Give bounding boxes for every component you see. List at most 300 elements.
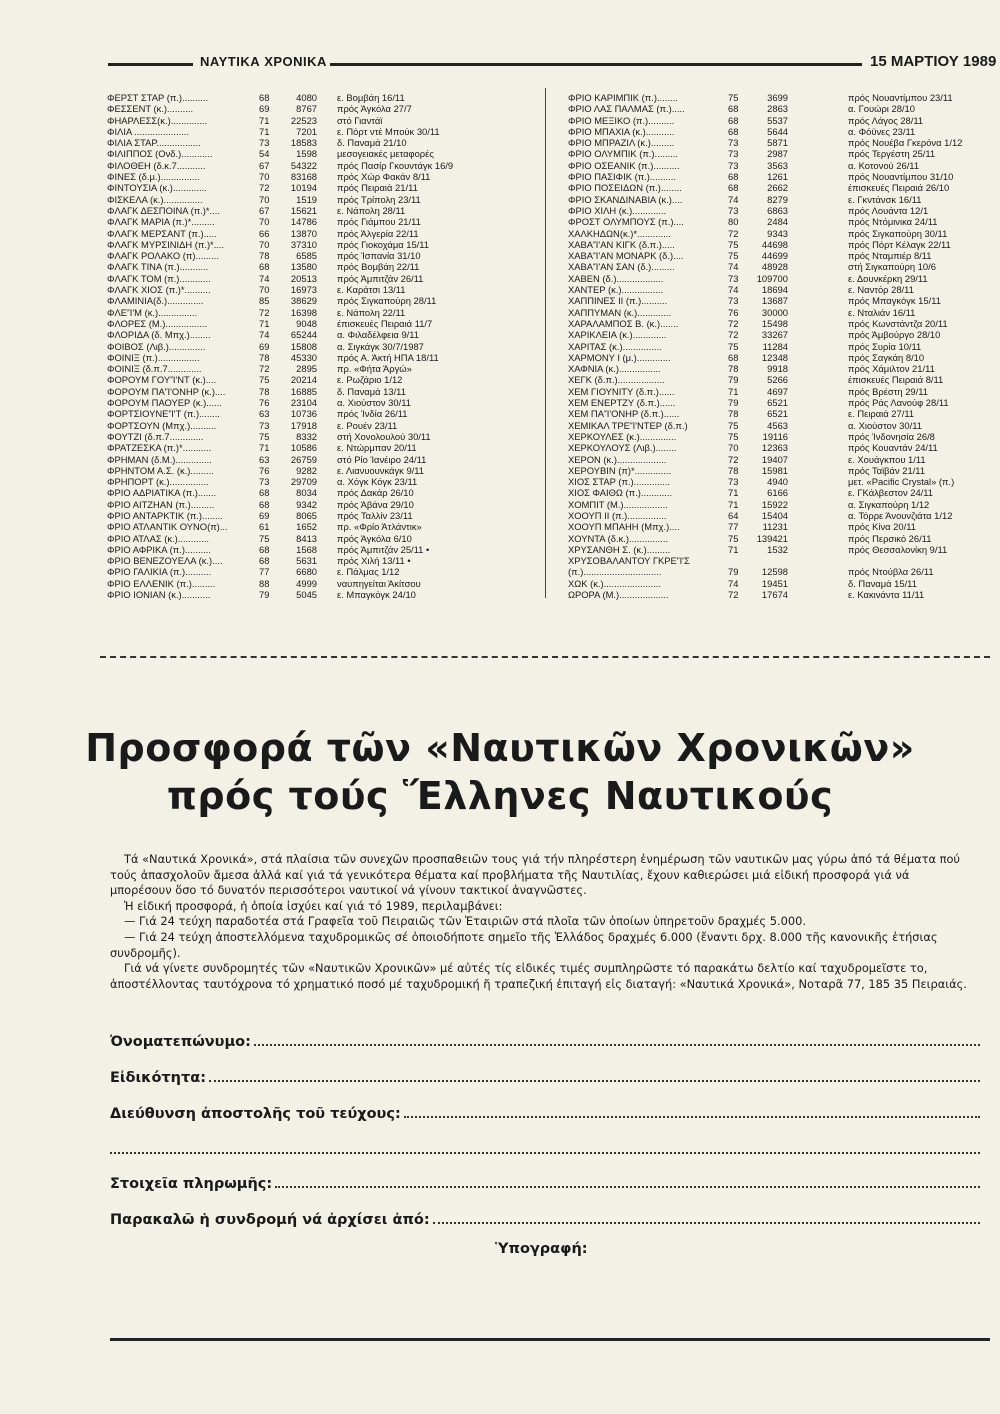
- ship-name: ΦΡΙΟ ΑΙΤΖΗΑΝ (π.).........: [107, 498, 215, 510]
- ship-year: 72: [728, 453, 739, 465]
- ship-row: [568, 216, 1000, 227]
- ship-tonnage: 5631: [296, 555, 317, 567]
- ship-tonnage: 23104: [290, 397, 317, 409]
- ship-name: ΦΗΑΡΛΕΣΣ(κ.)..............: [107, 114, 208, 126]
- ship-position: ε. ΓΚάλβεστον 24/11: [848, 487, 933, 499]
- name-label: Ὀνοματεπώνυμο:: [110, 1034, 251, 1050]
- offer-headline-line2: πρός τούς Ἕλληνες Ναυτικούς: [166, 774, 834, 818]
- ship-row: [107, 487, 532, 498]
- ship-position: α. Κοτονού 26/11: [848, 159, 920, 171]
- ship-name: ΦΡΙΟ ΙΟΝΙΑΝ (κ.)...........: [107, 589, 211, 601]
- ship-row: [568, 386, 1000, 397]
- ship-year: 70: [728, 442, 739, 454]
- ship-position: πρός Χιλή 13/11 •: [337, 555, 411, 567]
- ship-name: ΧΑΡΑΛΑΜΠΟΣ Β. (κ.).......: [568, 317, 679, 329]
- ship-year: 78: [728, 408, 739, 420]
- header-rule-left: [108, 63, 193, 66]
- ship-position: πρός Μπαγκόγκ 15/11: [848, 295, 941, 307]
- ship-position: πρός Α. Άκτή ΗΠΑ 18/11: [337, 351, 439, 363]
- ship-name: ΧΑΒΕΝ (δ.)..................: [568, 272, 664, 284]
- ship-year: 72: [728, 227, 739, 239]
- ship-row: [107, 499, 532, 510]
- ship-row: [107, 250, 532, 261]
- ship-tonnage: 19451: [761, 577, 788, 589]
- ship-name: ΧΕΜ ΕΝΕΡΤΖΥ (δ.π.)......: [568, 397, 676, 409]
- ship-tonnage: 5266: [767, 374, 788, 386]
- ship-row: [107, 171, 532, 182]
- ship-name: ΦΡΙΟ ΜΕΞΙΚΟ (π.)..........: [568, 114, 675, 126]
- ship-year: 75: [259, 430, 270, 442]
- ship-position: πρός Πασίρ Γκουντάγκ 16/9: [337, 159, 454, 171]
- ship-position: ναυπηγείται Άκίτσου: [337, 577, 421, 589]
- ship-name: ΦΡΗΠΟΡΤ (κ.)...............: [107, 476, 209, 488]
- ship-position: πρός Άμβούργο 28/10: [848, 329, 941, 341]
- ship-year: 75: [259, 532, 270, 544]
- ship-row: [568, 261, 1000, 272]
- footer-rule: [110, 1338, 990, 1341]
- ship-name: ΦΡΗΝΤΟΜ Α.Σ. (κ.).........: [107, 464, 214, 476]
- ship-name: ΧΕΜ ΠΑ'Ί'ΟΝΗΡ (δ.π.)......: [568, 408, 680, 420]
- ship-row: [568, 341, 1000, 352]
- ship-year: 72: [728, 589, 739, 601]
- ship-tonnage: 9342: [296, 498, 317, 510]
- ship-tonnage: 5644: [767, 125, 788, 137]
- ship-year: 69: [259, 340, 270, 352]
- ship-year: 68: [728, 125, 739, 137]
- ship-row: [107, 273, 532, 284]
- ship-year: 71: [728, 543, 739, 555]
- ship-tonnage: 16973: [290, 284, 317, 296]
- ship-position: πρός Νταμπιέρ 8/11: [848, 250, 932, 262]
- ship-name: ΧΕΡΟΝ (κ.)...................: [568, 453, 667, 465]
- ship-row: [568, 239, 1000, 250]
- ship-tonnage: 4080: [296, 92, 317, 103]
- ship-position: α. Χιούστον 30/11: [337, 397, 411, 409]
- ship-year: 71: [259, 317, 270, 329]
- address-label: Διεύθυνση ἀποστολῆς τοῦ τεύχους:: [110, 1106, 401, 1122]
- ship-position: πρός Ταϊβάν 21/11: [848, 464, 926, 476]
- ship-name: ΦΡΙΟ ΑΝΤΑΡΚΤΙΚ (π.)........: [107, 509, 223, 521]
- ship-tonnage: 12348: [761, 351, 788, 363]
- ship-name: ΦΛΑΓΚ ΜΥΡΣΙΝΙΔΗ (π.)*....: [107, 238, 225, 250]
- ship-name: ΦΟΡΤΣΟΥΝ (Μπχ.)..........: [107, 419, 217, 431]
- ship-name: ΧΕΜ ΓΙΟΥΝΙΤΥ (δ.π.)......: [568, 385, 675, 397]
- ship-year: 73: [728, 137, 739, 149]
- ship-list-right: [568, 92, 1000, 600]
- ship-row: [107, 420, 532, 431]
- ship-row: [107, 228, 532, 239]
- ship-name: ΦΛΑΓΚ ΤΟΜ (π.)............: [107, 272, 211, 284]
- ship-tonnage: 1568: [296, 543, 317, 555]
- ship-row: [107, 115, 532, 126]
- ship-year: 72: [259, 182, 270, 194]
- ship-position: ε. Νάπολη 28/11: [337, 204, 406, 216]
- ship-year: 78: [728, 363, 739, 375]
- ship-name: ΦΡΙΟ ΜΠΡΑΖΙΛ (κ.).........: [568, 137, 675, 149]
- ship-position: ε. Νταλιάν 16/11: [848, 306, 916, 318]
- column-divider: [545, 88, 546, 598]
- ship-name: ΧΟΟΥΠ ΙΙ (π.)...............: [568, 509, 667, 521]
- address-line-2[interactable]: [110, 1152, 980, 1154]
- ship-position: ε. Μπαγκόγκ 24/10: [337, 589, 416, 601]
- ship-position: πρός Άλγερία 22/11: [337, 227, 419, 239]
- ship-row: [568, 476, 1000, 487]
- ship-position: έπισκευές Πειραιά 26/10: [848, 182, 950, 194]
- ship-tonnage: 15404: [761, 509, 788, 521]
- ship-row: [568, 420, 1000, 431]
- ship-position: ε. Πάλμας 1/12: [337, 566, 400, 578]
- ship-position: στό Γιαντάϊ: [337, 114, 383, 126]
- ship-position: πρ. «Φρίο Άτλάντικ»: [337, 521, 422, 533]
- ship-name: ΦΙΛΙΑ ΣΤΑΡ.................: [107, 137, 201, 149]
- ship-row: [107, 578, 532, 589]
- ship-tonnage: 37310: [290, 238, 317, 250]
- ship-name: ΧΑΡΙΚΛΕΙΑ (κ.).............: [568, 329, 667, 341]
- ship-position: πρός Άμπιτζάν 26/11: [337, 272, 424, 284]
- ship-tonnage: 12363: [761, 442, 788, 454]
- signature-label: Ὑπογραφή:: [495, 1241, 588, 1257]
- ship-name: ΧΕΡΚΟΥΛΟΥΣ (Λιβ.)........: [568, 442, 677, 454]
- ship-position: στή Σιγκαπούρη 10/6: [848, 261, 936, 273]
- ship-name: ΦΡΗΜΑΝ (δ.Μ.)..............: [107, 453, 212, 465]
- ship-position: πρός Γιάμπου 21/11: [337, 216, 421, 228]
- ship-row: [568, 307, 1000, 318]
- ship-name: ΦΙΝΕΣ (δ.μ.)...............: [107, 171, 200, 183]
- ship-year: 76: [259, 397, 270, 409]
- ship-year: 70: [259, 238, 270, 250]
- ship-year: 75: [728, 340, 739, 352]
- ship-row: [107, 374, 532, 385]
- ship-name: ΦΕΡΣΤ ΣΤΑΡ (π.)..........: [107, 92, 209, 103]
- ship-year: 75: [728, 92, 739, 103]
- ship-year: 73: [728, 272, 739, 284]
- ship-year: 73: [728, 159, 739, 171]
- ship-year: 73: [728, 476, 739, 488]
- offer-body: [110, 852, 970, 992]
- ship-year: 78: [259, 250, 270, 262]
- ship-tonnage: 6863: [767, 204, 788, 216]
- start-label: Παρακαλῶ ἡ συνδρομή νά ἀρχίσει ἀπό:: [110, 1212, 430, 1228]
- ship-year: 73: [259, 419, 270, 431]
- ship-name: ΦΡΙΟ ΒΕΝΕΖΟΥΕΛΑ (κ.)....: [107, 555, 223, 567]
- ship-tonnage: 11284: [762, 340, 788, 352]
- ship-row: [568, 408, 1000, 419]
- ship-position: ε. Ντώρμπαν 20/11: [337, 442, 417, 454]
- ship-row: [568, 160, 1000, 171]
- ship-row: [107, 442, 532, 453]
- ship-tonnage: 2895: [296, 363, 317, 375]
- ship-position: ε. Βομβάη 16/11: [337, 92, 405, 103]
- ship-position: πρός Σιγκαπούρη 30/11: [848, 227, 948, 239]
- ship-row: [107, 284, 532, 295]
- ship-position: δ. Παναμά 21/10: [337, 137, 407, 149]
- ship-position: πρός Ίνδονησία 26/8: [848, 430, 935, 442]
- ship-row: [107, 454, 532, 465]
- ship-position: ε. Νάπολη 22/11: [337, 306, 406, 318]
- ship-year: 73: [259, 476, 270, 488]
- ship-year: 61: [259, 521, 270, 533]
- ship-row: [107, 92, 532, 103]
- ship-name: ΦΡΙΟ ΑΤΛΑΝΤΙΚ ΟΥΝΟ(π)...: [107, 521, 228, 533]
- issue-date: 15 ΜΑΡΤΙΟΥ 1989: [870, 53, 997, 70]
- ship-position: πρός Άγκόλα 27/7: [337, 103, 412, 115]
- ship-tonnage: 139421: [756, 532, 788, 544]
- payment-field[interactable]: [110, 1170, 980, 1192]
- ship-row: [568, 284, 1000, 295]
- ship-position: πρός Νουαντίμπου 23/11: [848, 92, 953, 103]
- payment-line[interactable]: [275, 1186, 980, 1188]
- ship-position: πρός Ίνδία 26/11: [337, 408, 408, 420]
- ship-row: [107, 205, 532, 216]
- ship-tonnage: 9282: [296, 464, 317, 476]
- ship-name: ΦΟΙΝΙΞ (δ.π.7.............: [107, 363, 202, 375]
- ship-tonnage: 19407: [761, 453, 788, 465]
- name-line[interactable]: [254, 1044, 980, 1046]
- ship-row: [107, 431, 532, 442]
- ship-tonnage: 8413: [296, 532, 317, 544]
- ship-tonnage: 2987: [767, 148, 788, 160]
- ship-tonnage: 15981: [761, 464, 788, 476]
- ship-year: 71: [728, 385, 739, 397]
- ship-row: [107, 329, 532, 340]
- ship-name: ΧΑΠΠΙΝΕΣ ΙΙ (π.)..........: [568, 295, 668, 307]
- ship-position: α. Χιούστον 30/11: [848, 419, 922, 431]
- ship-row: [107, 408, 532, 419]
- ship-name: ΧΩΚ (κ.)......................: [568, 577, 661, 589]
- ship-year: 73: [259, 137, 270, 149]
- ship-row: [107, 476, 532, 487]
- name-field[interactable]: [110, 1028, 980, 1050]
- ship-tonnage: 1598: [296, 148, 317, 160]
- ship-tonnage: 45330: [290, 351, 317, 363]
- ship-position: α. Τόρρε Άνουνζιάτα 1/12: [848, 509, 953, 521]
- ship-name: ΦΟΡΟΥΜ ΠΑ'Ί'ΟΝΗΡ (κ.)....: [107, 385, 226, 397]
- ship-position: πρός Πόρτ Κέλαγκ 22/11: [848, 238, 951, 250]
- start-line[interactable]: [433, 1222, 980, 1224]
- ship-row: [568, 578, 1000, 589]
- ship-year: 68: [259, 555, 270, 567]
- ship-year: 75: [728, 419, 739, 431]
- ship-year: 74: [728, 577, 739, 589]
- ship-name: ΦΛΑΓΚ ΜΑΡΙΑ (π.)*.........: [107, 216, 215, 228]
- ship-tonnage: 1652: [296, 521, 317, 533]
- ship-position: πρός Ράς Λανούφ 28/11: [848, 397, 949, 409]
- ship-name: ΦΡΟΣΤ ΟΛΥΜΠΟΥΣ (π.)....: [568, 216, 684, 228]
- ship-name: ΦΡΙΟ ΟΣΕΑΝΙΚ (π.)..........: [568, 159, 680, 171]
- address-line[interactable]: [404, 1116, 980, 1118]
- ship-position: α. Φόϋνες 23/11: [848, 125, 916, 137]
- ship-tonnage: 18694: [761, 284, 788, 296]
- ship-row: [107, 261, 532, 272]
- ship-tonnage: 18583: [290, 137, 317, 149]
- ship-year: 66: [259, 227, 270, 239]
- ship-row: [568, 589, 1000, 600]
- start-field[interactable]: [110, 1206, 980, 1228]
- ship-tonnage: 33267: [761, 329, 788, 341]
- ship-tonnage: 6521: [767, 408, 788, 420]
- ship-tonnage: 26759: [290, 453, 317, 465]
- ship-tonnage: 30000: [761, 306, 788, 318]
- ship-name: ΦΡΙΟ ΑΤΛΑΣ (κ.)............: [107, 532, 210, 544]
- ship-row: [568, 92, 1000, 103]
- ship-position: πρός Σαγκάη 8/10: [848, 351, 925, 363]
- ship-name: ΧΕΡΚΟΥΛΕΣ (κ.)..............: [568, 430, 677, 442]
- ship-position: πρός Ταλλίν 23/11: [337, 509, 413, 521]
- ship-year: 74: [259, 272, 270, 284]
- ship-position: πρός Λάγος 28/11: [848, 114, 924, 126]
- ship-row: [568, 397, 1000, 408]
- ship-row: [107, 182, 532, 193]
- ship-name: ΦΛΑΓΚ ΔΕΣΠΟΙΝΑ (π.)*....: [107, 204, 220, 216]
- ship-tonnage: 22523: [290, 114, 317, 126]
- ship-tonnage: 8065: [296, 509, 317, 521]
- ship-tonnage: 4563: [767, 419, 788, 431]
- ship-row: [568, 352, 1000, 363]
- ship-tonnage: 1532: [767, 543, 788, 555]
- ship-row: [107, 318, 532, 329]
- ship-year: 71: [259, 125, 270, 137]
- ship-tonnage: 5045: [296, 589, 317, 601]
- ship-name: ΧΑΡΜΟΝΥ Ι (μ.).............: [568, 351, 671, 363]
- ship-row: [107, 465, 532, 476]
- ship-year: 88: [259, 577, 270, 589]
- ship-tonnage: 20513: [290, 272, 317, 284]
- ship-name: ΦΛΑΜΙΝΙΑ(δ.)..............: [107, 295, 204, 307]
- ship-name: ΧΕΓΚ (δ.π.)..................: [568, 374, 665, 386]
- ship-name: ΦΙΣΚΕΛΑ (κ.)...............: [107, 193, 203, 205]
- ship-name: ΦΛΑΓΚ ΧΙΟΣ (π.)*..........: [107, 284, 211, 296]
- ship-name: ΦΡΙΟ ΑΔΡΙΑΤΙΚΑ (π.).......: [107, 487, 217, 499]
- ship-row: [568, 295, 1000, 306]
- ship-position: α. Γουώρι 28/10: [848, 103, 915, 115]
- ship-year: 68: [728, 182, 739, 194]
- ship-name: ΧΟΜΠΙΤ (Μ.).................: [568, 498, 668, 510]
- ship-year: 75: [259, 374, 270, 386]
- ship-tonnage: 3699: [767, 92, 788, 103]
- ship-name: ΧΡΥΣΟΒΑΛΑΝΤΟΥ ΓΚΡΕ'Ί'Σ: [568, 555, 690, 567]
- ship-row: [107, 137, 532, 148]
- ship-row: [107, 352, 532, 363]
- ship-position: ε. Ρωζάριο 1/12: [337, 374, 403, 386]
- ship-name: ΦΟΙΝΙΞ (π.)................: [107, 351, 200, 363]
- ship-year: 69: [259, 509, 270, 521]
- ship-year: 71: [259, 442, 270, 454]
- ship-tonnage: 8332: [296, 430, 317, 442]
- ship-position: δ. Παναμά 15/11: [848, 577, 917, 589]
- ship-row: [107, 533, 532, 544]
- ship-year: 68: [728, 114, 739, 126]
- ship-tonnage: 1519: [296, 193, 317, 205]
- ship-tonnage: 65244: [290, 329, 317, 341]
- ship-position: πρός Σιγκαπούρη 28/11: [337, 295, 437, 307]
- ship-year: 74: [728, 284, 739, 296]
- ship-year: 79: [728, 374, 739, 386]
- ship-row: [568, 487, 1000, 498]
- ship-position: α. Φιλαδέλφεια 9/11: [337, 329, 419, 341]
- ship-position: πρός Άγκόλα 6/10: [337, 532, 412, 544]
- ship-year: 74: [728, 261, 739, 273]
- ship-year: 79: [728, 397, 739, 409]
- ship-row: [568, 126, 1000, 137]
- ship-tonnage: 13687: [761, 295, 788, 307]
- ship-year: 63: [259, 408, 270, 420]
- ship-row: [107, 160, 532, 171]
- ship-year: 64: [728, 509, 739, 521]
- ship-name: ΦΡΙΟ ΓΑΛΙΚΙΑ (π.)..........: [107, 566, 212, 578]
- address-continuation-field[interactable]: [110, 1136, 980, 1158]
- ship-name: ΧΑΒΑ'Ί'ΑΝ ΣΑΝ (δ.).........: [568, 261, 675, 273]
- ship-year: 69: [259, 103, 270, 115]
- ship-tonnage: 5871: [767, 137, 788, 149]
- ship-row: [107, 510, 532, 521]
- ship-tonnage: 5537: [767, 114, 788, 126]
- ship-row: [107, 126, 532, 137]
- specialty-line[interactable]: [209, 1080, 980, 1082]
- ship-tonnage: 17918: [290, 419, 317, 431]
- ship-tonnage: 9048: [296, 317, 317, 329]
- ship-year: 73: [728, 295, 739, 307]
- ship-row: [107, 295, 532, 306]
- ship-year: 78: [259, 385, 270, 397]
- ship-row: [568, 465, 1000, 476]
- ship-tonnage: 2484: [767, 216, 788, 228]
- ship-position: πρός Χάμιλτον 21/11: [848, 363, 935, 375]
- ship-year: 78: [259, 351, 270, 363]
- ship-year: 79: [728, 566, 739, 578]
- ship-tonnage: 15498: [761, 317, 788, 329]
- ship-name: ΧΑΝΤΕΡ (κ.)................: [568, 284, 664, 296]
- ship-year: 68: [728, 351, 739, 363]
- ship-position: ε. Ναντόρ 28/11: [848, 284, 914, 296]
- ship-row: [107, 103, 532, 114]
- ship-position: πρός Περσικό 26/11: [848, 532, 932, 544]
- ship-tonnage: 6166: [767, 487, 788, 499]
- ship-row: [107, 555, 532, 566]
- ship-position: πρός Κίνα 20/11: [848, 521, 916, 533]
- cut-line: [100, 656, 990, 658]
- ship-tonnage: 14786: [290, 216, 317, 228]
- ship-name: ΦΡΙΟ ΑΦΡΙΚΑ (π.)..........: [107, 543, 211, 555]
- ship-name: ΦΟΥΤΖΙ (δ.π.7.............: [107, 430, 204, 442]
- ship-tonnage: 11231: [762, 521, 788, 533]
- ship-year: 68: [728, 103, 739, 115]
- ship-row: [568, 374, 1000, 385]
- ship-row: [568, 103, 1000, 114]
- ship-tonnage: 10586: [290, 442, 317, 454]
- ship-row: [568, 171, 1000, 182]
- ship-row: [568, 250, 1000, 261]
- ship-position: έπισκευές Πειραιά 8/11: [848, 374, 944, 386]
- ship-position: πρός Νουαντίμπου 31/10: [848, 171, 954, 183]
- ship-row: [107, 216, 532, 227]
- ship-name: ΦΟΡΟΥΜ ΓΟΥ'Ί'ΝΤ (κ.)....: [107, 374, 217, 386]
- ship-name: ΩΡΟΡΑ (Μ.)...................: [568, 589, 669, 601]
- ship-year: 70: [259, 284, 270, 296]
- ship-tonnage: 44698: [761, 238, 788, 250]
- ship-name: ΦΡΙΟ ΠΟΣΕΙΔΩΝ (π.)........: [568, 182, 682, 194]
- ship-year: 74: [728, 193, 739, 205]
- ship-tonnage: 10194: [290, 182, 317, 194]
- ship-name: ΧΕΜΙΚΑΛ ΤΡΕ'Ί'ΝΤΕΡ (δ.π.): [568, 419, 688, 431]
- address-field[interactable]: [110, 1100, 980, 1122]
- ship-name: ΧΑΒΑ'Ί'ΑΝ ΜΟΝΑΡΚ (δ.)....: [568, 250, 684, 262]
- offer-intro: Τά «Ναυτικά Χρονικά», στά πλαίσια τῶν συνεχῶν προσπαθειῶν τους γιά τήν πληρέστερη ἐνημέρωση τῶν ναυτικῶν μας γύρω ἀπό τά θέματα πού τούς ἀπασχολοῦν ἄμεσα ἀλλά καί γιά τά γενικότερα θέματα καί προβλήματα τῆς Ναυτιλίας, ἔχουν καθιερώσει μιά εἰδική προσφορά γιά νά μπορέσουν ὅσο τό δυνατόν περισσότεροι ναυτικοί νά γίνουν τακτικοί ἀναγνῶστες.: [110, 852, 960, 898]
- ship-row: [107, 307, 532, 318]
- ship-name: ΦΙΛΙΑ .....................: [107, 125, 189, 137]
- specialty-field[interactable]: [110, 1064, 980, 1086]
- ship-position: πρός Θεσσαλονίκη 9/11: [848, 543, 948, 555]
- ship-position: πρ. «Φήτα Άργώ»: [337, 363, 412, 375]
